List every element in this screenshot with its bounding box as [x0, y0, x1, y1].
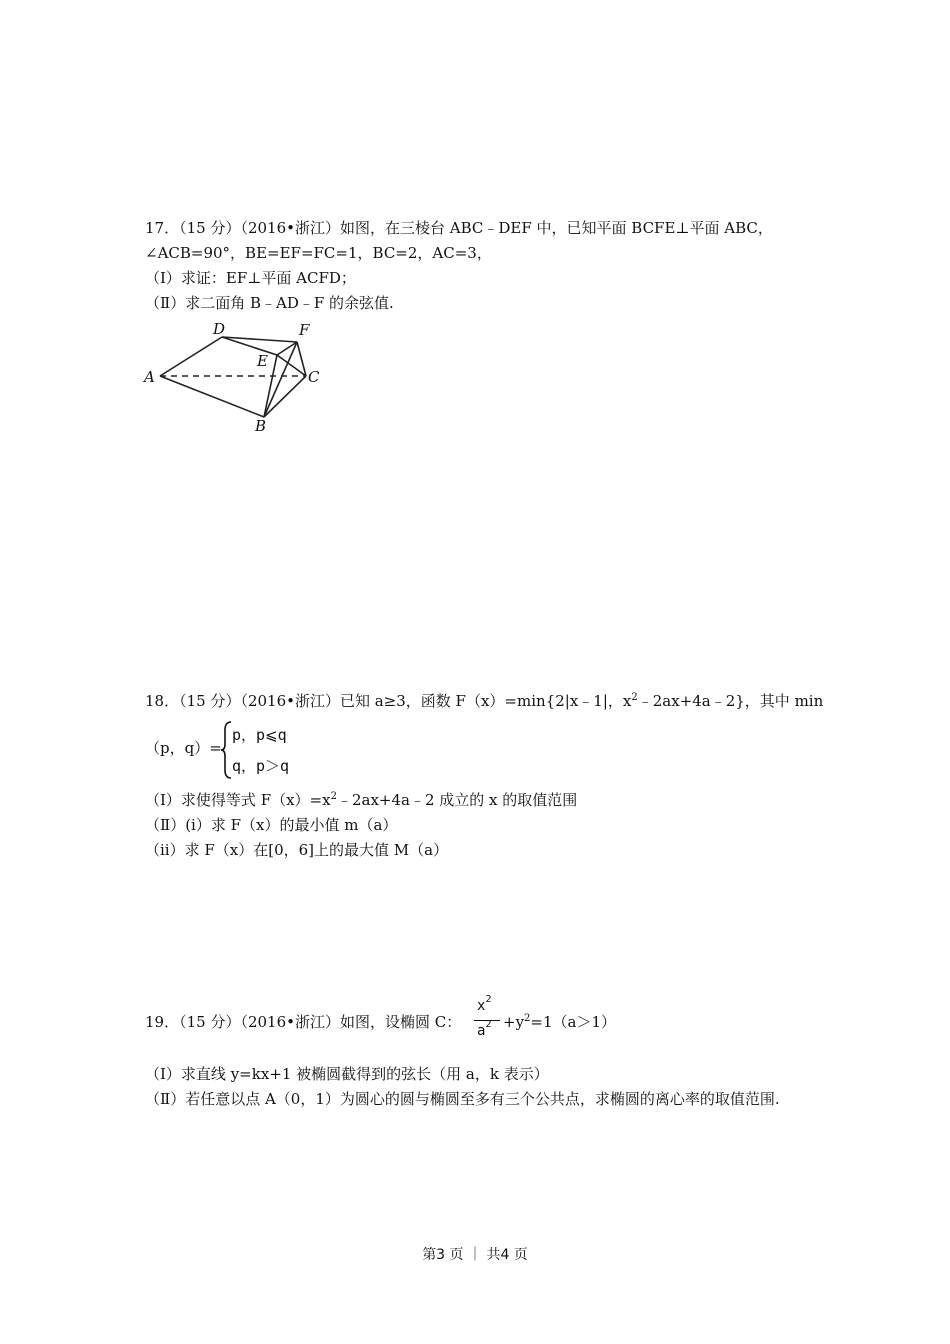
vertex-label-c: C [308, 368, 320, 386]
q18-part2: （Ⅱ）(i）求 F（x）的最小值 m（a） [145, 816, 398, 834]
page-footer: 第3 页 ｜ 共4 页 [422, 1247, 528, 1263]
q18-line1-exponent: 2 [631, 692, 638, 703]
q19-y-exponent: 2 [524, 1013, 531, 1024]
vertex-label-a: A [144, 368, 155, 386]
q17-line2: ∠ACB=90°，BE=EF=FC=1，BC=2，AC=3， [145, 244, 492, 262]
q17-part2: （Ⅱ）求二面角 B﹣AD﹣F 的余弦值. [145, 294, 394, 312]
fraction-numerator-base: x [477, 998, 486, 1014]
fraction-denominator [477, 1019, 492, 1039]
q17-part1: （Ⅰ）求证：EF⊥平面 ACFD； [145, 269, 356, 287]
fraction-denominator-base: a [477, 1023, 486, 1039]
vertex-label-b: B [255, 417, 267, 435]
q18-part2-ii: （ii）求 F（x）在[0，6]上的最大值 M（a） [145, 841, 449, 859]
q19-line1-tail [503, 1012, 616, 1032]
q18-line1 [145, 691, 823, 711]
fraction-numerator [477, 994, 492, 1014]
q18-line1-tail: ﹣2ax+4a﹣2}，其中 min [637, 692, 824, 710]
vertex-label-f: F [299, 321, 310, 339]
piecewise-case-1: p，p⩽q [232, 726, 287, 744]
q18-part1 [145, 790, 577, 810]
q19-y-term: +y [503, 1013, 525, 1031]
q19-part1: （Ⅰ）求直线 y=kx+1 被椭圆截得到的弦长（用 a，k 表示） [145, 1065, 549, 1083]
vertex-label-e: E [257, 352, 268, 370]
fraction-numerator-exponent: 2 [485, 994, 492, 1005]
piecewise-case-2: q，p＞q [232, 757, 290, 775]
fraction-denominator-exponent: 2 [485, 1019, 492, 1030]
frustum-figure [140, 318, 340, 440]
left-brace-icon [220, 720, 232, 780]
q18-line1-text: 18．（15 分）（2016•浙江）已知 a≥3，函数 F（x）=min{2|x﹣1|，x [145, 692, 632, 710]
vertex-label-d: D [213, 320, 226, 338]
q18-part1-text: （Ⅰ）求使得等式 F（x）=x [145, 791, 331, 809]
q18-part1-exponent: 2 [330, 791, 337, 802]
piecewise-lead: （p，q）= [145, 739, 222, 757]
ellipse-fraction [474, 995, 502, 1050]
q17-line1: 17．（15 分）（2016•浙江）如图，在三棱台 ABC﹣DEF 中，已知平面 BCFE⊥平面 ABC， [145, 219, 773, 237]
q18-part1-tail: ﹣2ax+4a﹣2 成立的 x 的取值范围 [336, 791, 578, 809]
q19-line1-lead: 19．（15 分）（2016•浙江）如图，设椭圆 C： [145, 1013, 462, 1031]
q19-equation-end: =1（a＞1） [530, 1013, 617, 1031]
q19-part2: （Ⅱ）若任意以点 A（0，1）为圆心的圆与椭圆至多有三个公共点，求椭圆的离心率的取值范围. [145, 1090, 780, 1108]
